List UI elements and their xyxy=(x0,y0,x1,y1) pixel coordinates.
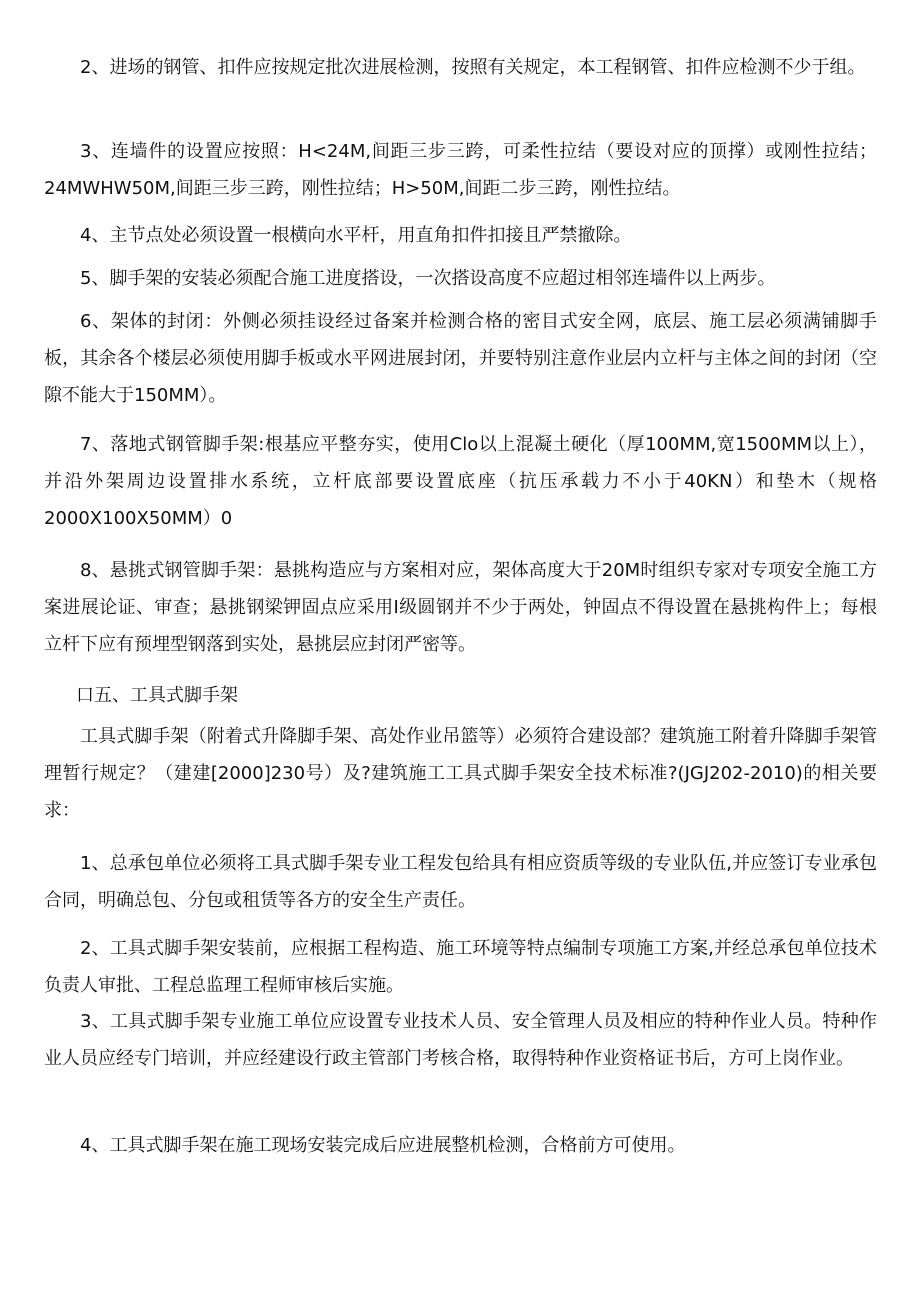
section-paragraph-1: 1、总承包单位必须将工具式脚手架专业工程发包给具有相应资质等级的专业队伍,并应签订专业承包合同，明确总包、分包或租赁等各方的安全生产责任。 xyxy=(44,853,877,911)
paragraph-item-4: 4、主节点处必须设置一根横向水平杆，用直角扣件扣接且严禁撤除。 xyxy=(80,225,632,246)
section-paragraph-2: 2、工具式脚手架安装前，应根据工程构造、施工环境等特点编制专项施工方案,并经总承包单位技术负责人审批、工程总监理工程师审核后实施。 xyxy=(44,938,877,996)
paragraph-item-5: 5、脚手架的安装必须配合施工进度搭设，一次搭设高度不应超过相邻连墙件以上两步。 xyxy=(80,268,776,289)
section-paragraph-3: 3、工具式脚手架专业施工单位应设置专业技术人员、安全管理人员及相应的特种作业人员。特种作业人员应经专门培训，并应经建设行政主管部门考核合格，取得特种作业资格证书后，方可上岗作业。 xyxy=(44,1011,877,1069)
paragraph-item-3: 3、连墙件的设置应按照：H<24M,间距三步三跨，可柔性拉结（要设对应的顶撑）或刚性拉结；24MWHW50M,间距三步三跨，刚性拉结；H>50M,间距二步三跨，刚性拉结。 xyxy=(44,141,877,199)
paragraph-item-6: 6、架体的封闭：外侧必须挂设经过备案并检测合格的密目式安全网，底层、施工层必须满铺脚手板，其余各个楼层必须使用脚手板或水平网进展封闭，并要特别注意作业层内立杆与主体之间的封闭（空隙不能大于150MM）。 xyxy=(44,311,877,406)
section-heading: 口五、工具式脚手架 xyxy=(76,685,238,706)
paragraph-item-8: 8、悬挑式钢管脚手架：悬挑构造应与方案相对应，架体高度大于20M时组织专家对专项安全施工方案进展论证、审查；悬挑钢梁钾固点应采用I级圆钢并不少于两处，钟固点不得设置在悬挑构件上；每根立杆下应有预埋型钢落到实处，悬挑层应封闭严密等。 xyxy=(44,560,877,655)
paragraph-item-7: 7、落地式钢管脚手架:根基应平整夯实，使用Clo以上混凝土硬化（厚100MM,宽1500MM以上），并沿外架周边设置排水系统，立杆底部要设置底座（抗压承载力不小于40KN）和垫木（规格2000X100X50MM）0 xyxy=(44,434,877,529)
paragraph-item-2: 2、进场的钢管、扣件应按规定批次进展检测，按照有关规定，本工程钢管、扣件应检测不少于组。 xyxy=(80,57,866,78)
section-intro-paragraph: 工具式脚手架（附着式升降脚手架、高处作业吊篮等）必须符合建设部？建筑施工附着升降脚手架管理暂行规定？（建建[2000]230号）及?建筑施工工具式脚手架安全技术标准?(JGJ202-2010)的相关要求： xyxy=(44,726,877,821)
section-paragraph-4: 4、工具式脚手架在施工现场安装完成后应进展整机检测，合格前方可使用。 xyxy=(80,1135,686,1156)
